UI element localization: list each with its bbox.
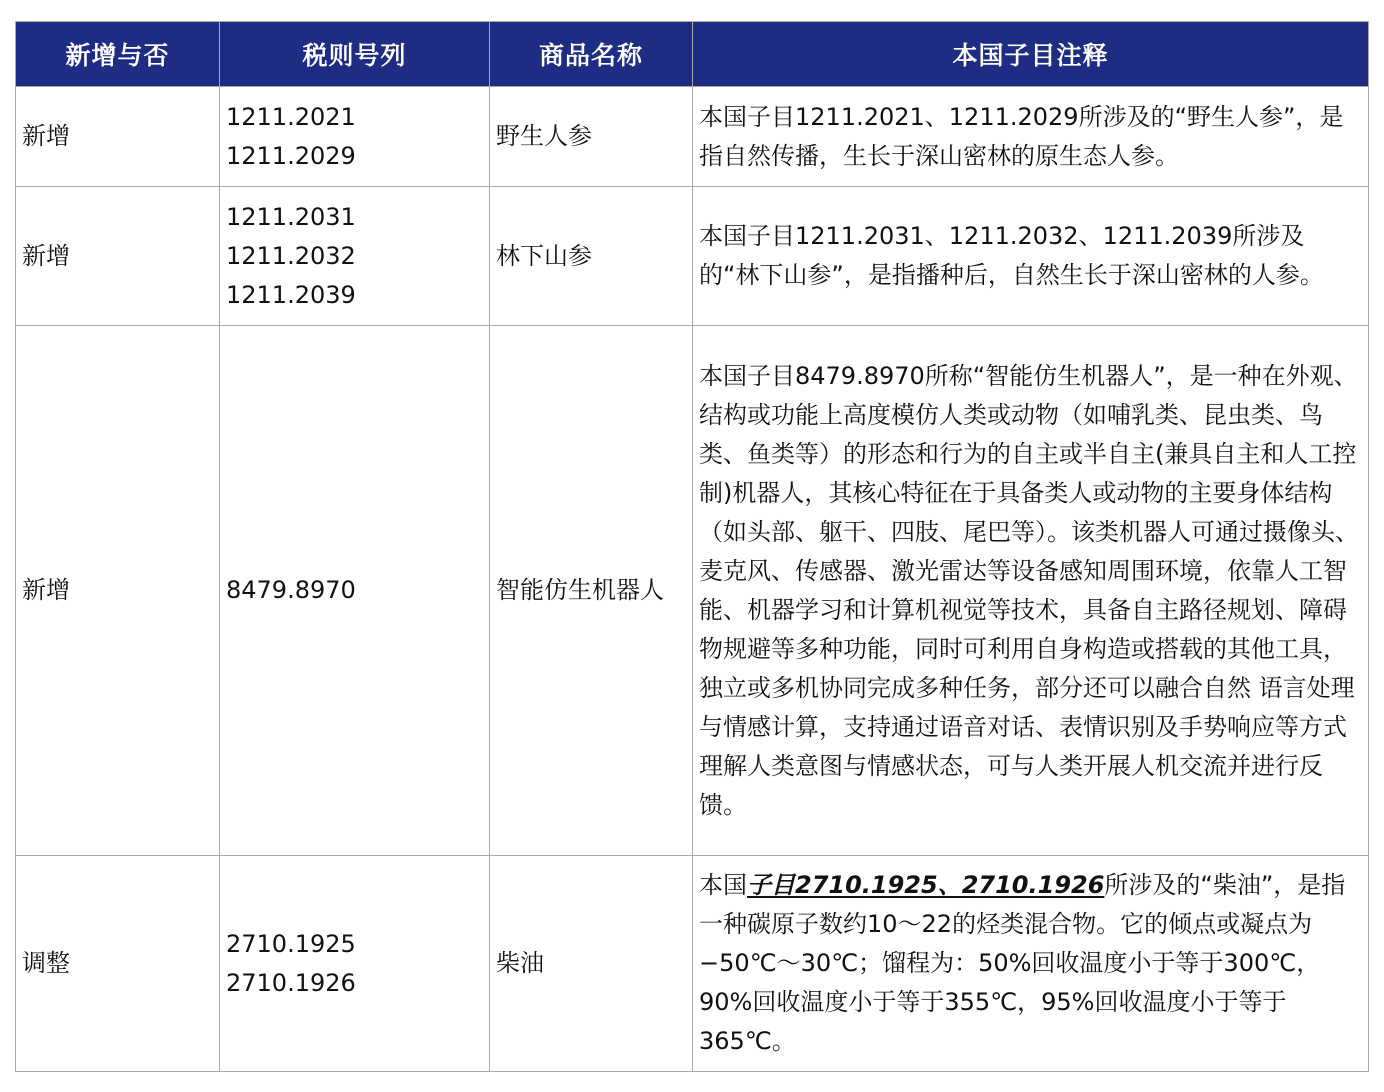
product-name-cell: 柴油	[490, 856, 693, 1072]
status-cell: 新增	[16, 187, 220, 326]
tariff-code-cell	[220, 187, 490, 326]
header-status: 新增与否	[16, 22, 220, 87]
tariff-code-cell	[220, 87, 490, 187]
tariff-code: 1211.2032	[226, 241, 356, 270]
annotation-text: 本国子目1211.2031、1211.2032、1211.2039所涉及的“林下山参”，是指播种后，自然生长于深山密林的人参。	[699, 222, 1324, 289]
tariff-code: 8479.8970	[226, 576, 356, 604]
tariff-code-cell	[220, 856, 490, 1072]
annotation-cell	[693, 187, 1369, 326]
tariff-table	[15, 21, 1369, 1072]
annotation-text	[699, 866, 1360, 1061]
annotation-text: 本国子目1211.2021、1211.2029所涉及的“野生人参”，是指自然传播，生长于深山密林的原生态人参。	[699, 102, 1344, 170]
annotation-cell	[693, 326, 1369, 856]
annotation-cell	[693, 856, 1369, 1072]
status-cell: 新增	[16, 87, 220, 187]
status-cell: 新增	[16, 326, 220, 856]
table-row	[16, 856, 1369, 1072]
annotation-emphasis: 子目2710.1925、2710.1926	[747, 871, 1105, 899]
table-row	[16, 87, 1369, 187]
annotation-rest: 所涉及的“柴油”，是指一种碳原子数约10～22的烃类混合物。它的倾点或凝点为−50℃～30℃；馏程为：50%回收温度小于等于300℃，90%回收温度小于等于355℃，95%回收温度小于等于365℃。	[699, 871, 1346, 1055]
annotation-cell	[693, 87, 1369, 187]
annotation-text: 本国子目8479.8970所称“智能仿生机器人”，是一种在外观、结构或功能上高度模仿人类或动物（如哺乳类、昆虫类、鸟类、鱼类等）的形态和行为的自主或半自主(兼具自主和人工控制)机器人，其核心特征在于具备类人或动物的主要身体结构 （如头部、躯干、四肢、尾巴等）。该类机器人可通过摄像头、麦克风、传感器、激光雷达等设备感知周围环境，依靠人工智能、机器学习和计算机视觉等技术，具备自主路径规划、障碍物规避等多种功能，同时可利用自身构造或搭载的其他工具，独立或多机协同完成多种任务，部分还可以融合自然 语言处理与情感计算，支持通过语音对话、表情识别及手势响应等方式理解人类意图与情感状态，可与人类开展人机交流并进行反馈。	[699, 361, 1359, 819]
tariff-code: 2710.1926	[226, 968, 356, 997]
table-row	[16, 187, 1369, 326]
tariff-code: 1211.2021	[226, 102, 356, 131]
status-cell: 调整	[16, 856, 220, 1072]
annotation-prefix: 本国	[699, 871, 747, 899]
product-name-cell: 野生人参	[490, 87, 693, 187]
tariff-code-cell	[220, 326, 490, 856]
product-name-cell: 智能仿生机器人	[490, 326, 693, 856]
product-name-cell: 林下山参	[490, 187, 693, 326]
tariff-code: 1211.2039	[226, 280, 356, 309]
tariff-code: 1211.2031	[226, 202, 356, 231]
tariff-code: 1211.2029	[226, 141, 356, 170]
header-product-name: 商品名称	[490, 22, 693, 87]
header-tariff-code: 税则号列	[220, 22, 490, 87]
header-row	[16, 22, 1369, 87]
tariff-code: 2710.1925	[226, 929, 356, 958]
header-annotation: 本国子目注释	[693, 22, 1369, 87]
table-row	[16, 326, 1369, 856]
